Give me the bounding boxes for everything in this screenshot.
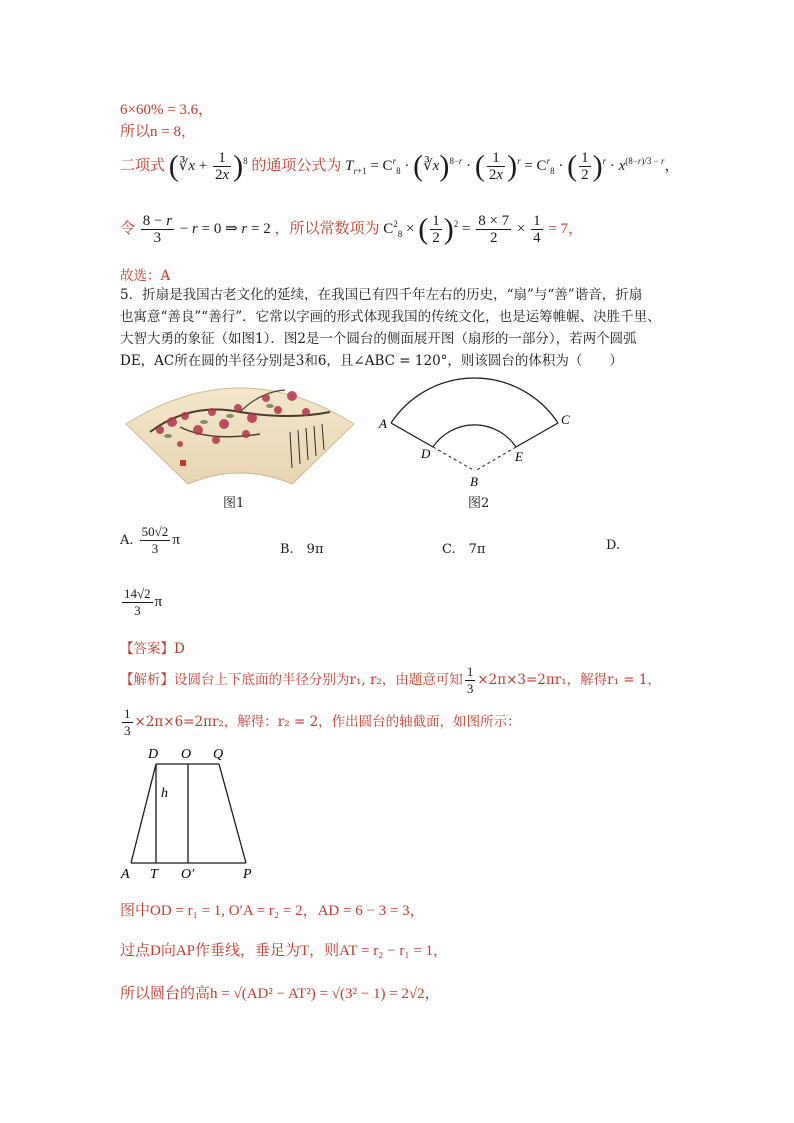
option-a-pi: π [172,532,180,548]
binomial-intro: 二项式 [120,157,166,174]
binomial-mid: 的通项公式为 [251,157,342,174]
trap-label-p: P [243,867,252,882]
label-e: E [515,449,523,464]
let-mid: ，所以常数项为 [274,220,380,237]
inner-arc-de [433,425,516,447]
label-b: B [470,474,478,489]
answer-tag: 【答案】 [120,641,174,657]
option-c[interactable]: C. 7π [442,542,486,557]
option-b[interactable]: B. 9π [280,542,324,557]
trap-label-h: h [161,786,168,801]
segment-ce [516,423,558,447]
option-d-label[interactable]: D. [606,538,621,553]
perpendicular-line: 过点D向AP作垂线，垂足为T，则AT = r₂ − r₁ = 1， [120,943,449,959]
answer-line [120,637,185,657]
n-line: 所以n = 8， [120,124,196,140]
height-line: 所以圆台的高h = √(AD² − AT²) = √(3² − 1) = 2√2， [120,986,440,1002]
let-prefix: 令 [120,220,136,237]
q5-line3: 大智大勇的象征（如图1）．图2是一个圆台的侧面展开图（扇形的一部分），若两个圆弧 [120,331,637,347]
side-ad [131,764,156,863]
analysis-line1: 【解析】设圆台上下底面的半径分别为r₁, r₂，由题意可知 $\frac{1}{3}$ ×2π×3=2πr₁，解得r₁ = 1， [120,664,661,696]
figure-values-line: 图中OD = r₁ = 1, O′A = r₂ = 2，AD = 6 − 3 = 3， [120,903,425,919]
analysis-tag: 【解析】 [120,672,174,688]
option-d-num: 14√2 [124,586,151,601]
option-a-label: A. [120,533,134,548]
option-a-num: 50√2 [141,524,169,539]
analysis-line2: $\frac{1}{3}$ ×2π×6=2πr₂，解得：r₂ = 2，作出圆台的轴截面，如图所示： [124,706,521,738]
label-a: A [379,416,387,431]
let-result: = 7， [548,220,584,237]
option-a-den: 3 [151,541,159,556]
answer-value: D [174,641,185,657]
trap-label-o2: O′ [181,867,195,882]
option-d[interactable] [120,586,162,619]
trap-label-q: Q [213,747,224,762]
label-d: D [421,446,431,461]
trap-label-d: D [148,747,159,762]
fan-painting-image [120,372,360,487]
analysis-text1b: ×2π×3=2πr₁，解得r₁ = 1， [477,672,661,688]
choose-line: 故选：A [120,268,171,284]
analysis-text1a: 设圆台上下底面的半径分别为r₁, r₂，由题意可知 [174,672,463,688]
let-line: 令 $\frac{8 - r}{3}$ − r = 0 ⇒ r = 2 ，所以常数项为 $C^2_8$ × ( $\frac{1}{2}$ )$^2$ = $\frac{8 \times 7}{2}$ × $\frac{1}{4}$ = 7， [120,212,584,246]
segment-ad [391,423,433,447]
calc-line: 6×60% = 3.6， [120,102,214,118]
q5-line4: DE，AC所在圆的半径分别是3和6，且∠ABC = 120°，则该圆台的体积为（ ） [120,353,623,369]
label-c: C [561,412,570,427]
side-qp [219,764,246,863]
option-d-den: 3 [134,603,141,618]
option-d-pi: π [154,594,163,610]
binomial-line: 二项式 (∛x + $\frac{1}{2x}$ )$^8$ 的通项公式为 $T_{r+1} = C^r_8$ · (∛x)$^{8-r}$ · ( $\frac{1}{2x}$ )$^r = C^r_8$ · ( $\frac{1}{2}$ )$^r \cdot x^{(8-r)/3 - r}$， [120,149,680,183]
segment-db [433,447,475,471]
analysis-text2: ×2π×6=2πr₂，解得：r₂ = 2，作出圆台的轴截面，如图所示： [134,714,521,730]
fig2-caption: 图2 [468,496,490,511]
sector-diagram [375,372,585,492]
trapezoid-diagram [115,742,265,882]
outer-arc-ac [391,378,558,423]
fig1-caption: 图1 [223,496,245,511]
trap-label-t: T [150,867,158,882]
q5-line2: 也寓意“善良”“善行”．它常以字画的形式体现我国的传统文化，也是运筹帷幄、决胜千里、 [120,309,661,325]
segment-eb [475,447,516,471]
trap-label-a: A [121,867,130,882]
option-a[interactable] [120,524,180,557]
trap-label-o: O [181,747,192,762]
q5-line1: 5．折扇是我国古老文化的延续，在我国已有四千年左右的历史，“扇”与“善”谐音，折扇 [120,287,643,303]
